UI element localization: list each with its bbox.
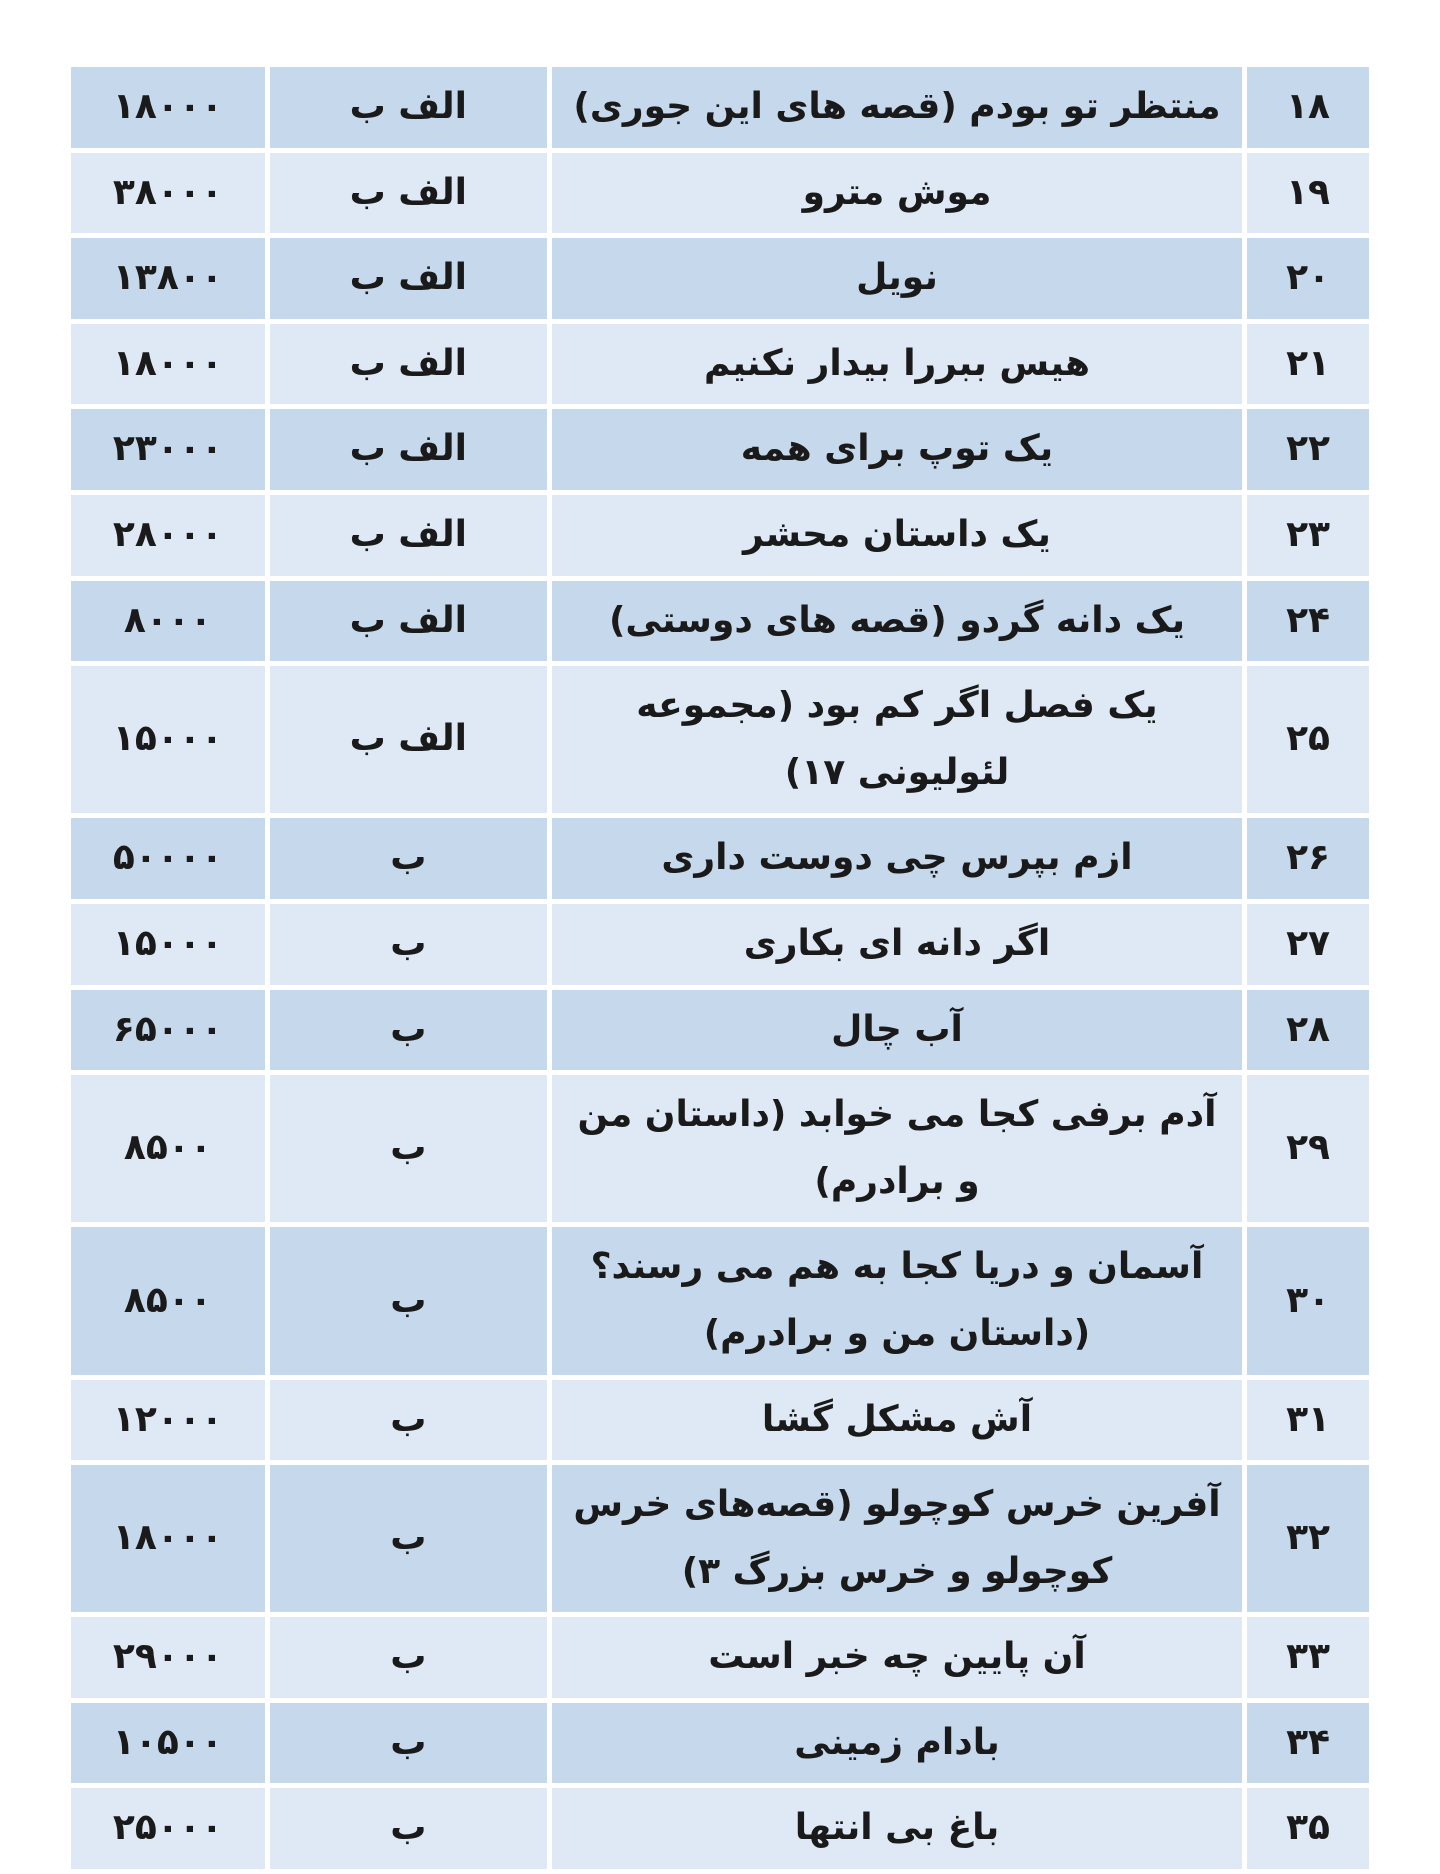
row-number-cell: ۱۸ (1247, 67, 1369, 148)
group-cell: ب (270, 1788, 547, 1869)
group-cell: ب (270, 1617, 547, 1698)
title-cell: باغ بی انتها (552, 1788, 1242, 1869)
price-cell: ۱۸۰۰۰ (71, 67, 265, 148)
price-cell: ۱۰۵۰۰ (71, 1703, 265, 1784)
title-cell: ازم بپرس چی دوست داری (552, 818, 1242, 899)
row-number-cell: ۳۱ (1247, 1380, 1369, 1461)
title-cell: یک فصل اگر کم بود (مجموعه لئولیونی ۱۷) (552, 666, 1242, 813)
row-number-cell: ۲۰ (1247, 238, 1369, 319)
price-cell: ۳۸۰۰۰ (71, 153, 265, 234)
group-cell: الف ب (270, 238, 547, 319)
row-number-cell: ۲۴ (1247, 581, 1369, 662)
group-cell: الف ب (270, 495, 547, 576)
row-number-cell: ۲۱ (1247, 324, 1369, 405)
title-cell: بادام زمینی (552, 1703, 1242, 1784)
table-row (71, 1465, 1369, 1612)
table-row (71, 324, 1369, 405)
row-number-cell: ۲۵ (1247, 666, 1369, 813)
row-number-cell: ۳۰ (1247, 1227, 1369, 1374)
group-cell: الف ب (270, 666, 547, 813)
row-number-cell: ۲۳ (1247, 495, 1369, 576)
group-cell: ب (270, 990, 547, 1071)
group-cell: ب (270, 1465, 547, 1612)
title-cell: اگر دانه ای بکاری (552, 904, 1242, 985)
title-cell: آش مشکل گشا (552, 1380, 1242, 1461)
price-cell: ۶۵۰۰۰ (71, 990, 265, 1071)
price-cell: ۱۲۰۰۰ (71, 1380, 265, 1461)
price-cell: ۸۰۰۰ (71, 581, 265, 662)
group-cell: ب (270, 904, 547, 985)
table-row (71, 1703, 1369, 1784)
title-cell: آن پایین چه خبر است (552, 1617, 1242, 1698)
row-number-cell: ۲۶ (1247, 818, 1369, 899)
table-row (71, 904, 1369, 985)
row-number-cell: ۲۲ (1247, 409, 1369, 490)
title-cell: موش مترو (552, 153, 1242, 234)
table-row (71, 581, 1369, 662)
table-row (71, 495, 1369, 576)
title-cell: منتظر تو بودم (قصه های این جوری) (552, 67, 1242, 148)
group-cell: ب (270, 1227, 547, 1374)
row-number-cell: ۳۵ (1247, 1788, 1369, 1869)
title-cell: یک داستان محشر (552, 495, 1242, 576)
title-cell: آفرین خرس کوچولو (قصه‌های خرس کوچولو و خرس بزرگ ۳) (552, 1465, 1242, 1612)
table-row (71, 1788, 1369, 1869)
price-cell: ۱۸۰۰۰ (71, 1465, 265, 1612)
title-cell: آدم برفی کجا می خوابد (داستان من و برادرم) (552, 1075, 1242, 1222)
title-cell: آسمان و دریا کجا به هم می رسند؟ (داستان من و برادرم) (552, 1227, 1242, 1374)
table-row (71, 1075, 1369, 1222)
group-cell: الف ب (270, 581, 547, 662)
group-cell: الف ب (270, 153, 547, 234)
table-row (71, 818, 1369, 899)
price-cell: ۲۹۰۰۰ (71, 1617, 265, 1698)
row-number-cell: ۳۲ (1247, 1465, 1369, 1612)
row-number-cell: ۲۹ (1247, 1075, 1369, 1222)
table-row (71, 153, 1369, 234)
table-row (71, 67, 1369, 148)
group-cell: ب (270, 1703, 547, 1784)
title-cell: هیس ببررا بیدار نکنیم (552, 324, 1242, 405)
row-number-cell: ۳۴ (1247, 1703, 1369, 1784)
price-cell: ۲۸۰۰۰ (71, 495, 265, 576)
price-cell: ۸۵۰۰ (71, 1075, 265, 1222)
title-cell: یک توپ برای همه (552, 409, 1242, 490)
title-cell: آب چال (552, 990, 1242, 1071)
price-cell: ۱۸۰۰۰ (71, 324, 265, 405)
table-row (71, 409, 1369, 490)
table-row (71, 238, 1369, 319)
group-cell: ب (270, 1075, 547, 1222)
price-cell: ۸۵۰۰ (71, 1227, 265, 1374)
row-number-cell: ۱۹ (1247, 153, 1369, 234)
price-cell: ۲۳۰۰۰ (71, 409, 265, 490)
group-cell: ب (270, 818, 547, 899)
row-number-cell: ۲۷ (1247, 904, 1369, 985)
price-cell: ۵۰۰۰۰ (71, 818, 265, 899)
price-cell: ۲۵۰۰۰ (71, 1788, 265, 1869)
table-body (71, 67, 1369, 1869)
group-cell: الف ب (270, 409, 547, 490)
table-row (71, 666, 1369, 813)
row-number-cell: ۳۳ (1247, 1617, 1369, 1698)
price-cell: ۱۳۸۰۰ (71, 238, 265, 319)
group-cell: الف ب (270, 324, 547, 405)
table-row (71, 990, 1369, 1071)
price-cell: ۱۵۰۰۰ (71, 904, 265, 985)
title-cell: یک دانه گردو (قصه های دوستی) (552, 581, 1242, 662)
table-row (71, 1380, 1369, 1461)
table-row (71, 1227, 1369, 1374)
row-number-cell: ۲۸ (1247, 990, 1369, 1071)
title-cell: نویل (552, 238, 1242, 319)
table-row (71, 1617, 1369, 1698)
group-cell: ب (270, 1380, 547, 1461)
book-price-table (66, 62, 1374, 1874)
price-cell: ۱۵۰۰۰ (71, 666, 265, 813)
group-cell: الف ب (270, 67, 547, 148)
